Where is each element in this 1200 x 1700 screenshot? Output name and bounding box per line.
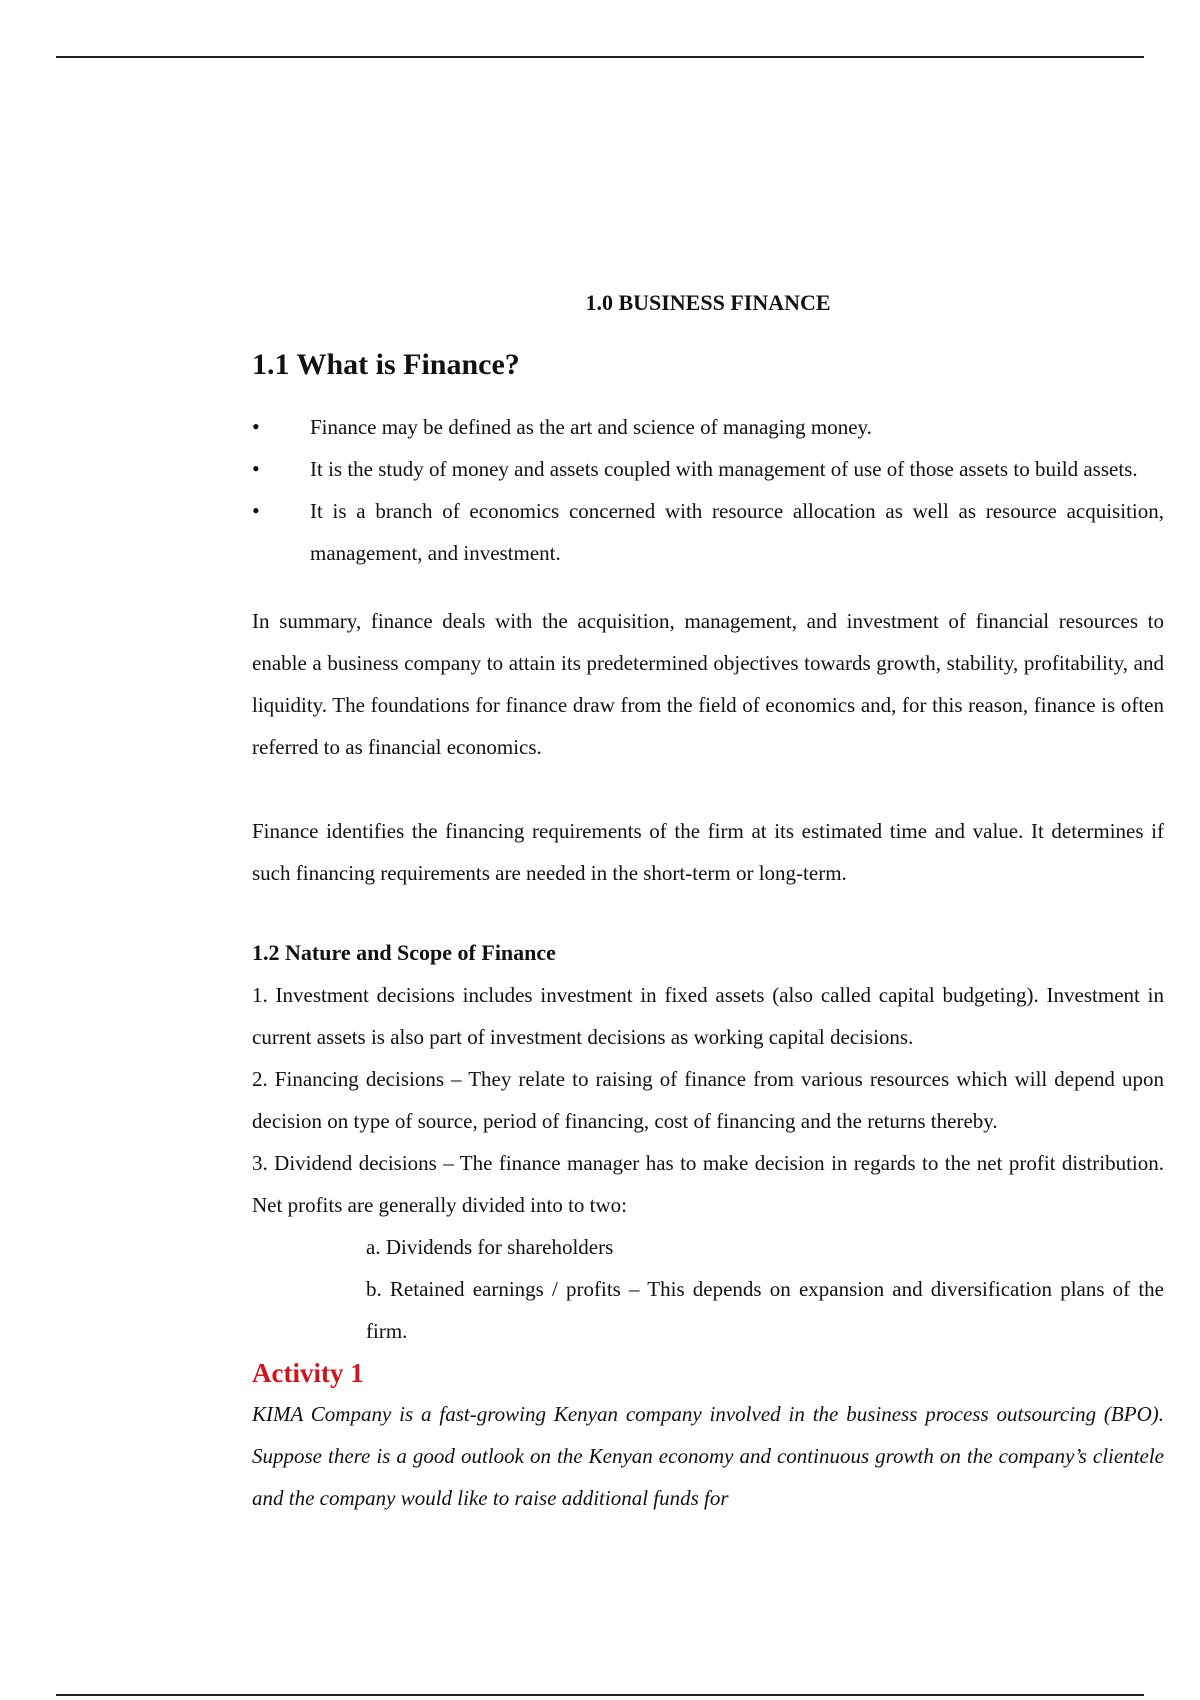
investment-decisions-paragraph: 1. Investment decisions includes investment in fixed assets (also called capital budgeting). Investment in current assets is also part of investment decisions as working capital decisions. — [252, 983, 1164, 1049]
section-heading-nature-scope: 1.2 Nature and Scope of Finance — [252, 940, 556, 965]
dividend-decisions-paragraph: 3. Dividend decisions – The finance manager has to make decision in regards to the net profit distribution. Net profits are generally divided into to two: — [252, 1151, 1164, 1217]
sub-item-dividends: a. Dividends for shareholders — [366, 1235, 614, 1259]
financing-decisions-paragraph: 2. Financing decisions – They relate to raising of finance from various resources which will depend upon decision on type of source, period of financing, cost of financing and the returns thereby. — [252, 1067, 1164, 1133]
list-item: • It is the study of money and assets coupled with management of use of those assets to build assets. — [252, 448, 1164, 490]
list-item: • Finance may be defined as the art and science of managing money. — [252, 406, 1164, 448]
section-heading-what-is-finance: 1.1 What is Finance? — [252, 348, 520, 381]
list-item: • It is a branch of economics concerned with resource allocation as well as resource acquisition, management, and investment. — [252, 490, 1164, 574]
document-title: 1.0 BUSINESS FINANCE — [585, 290, 831, 315]
financing-requirements-paragraph: Finance identifies the financing requirements of the firm at its estimated time and value. It determines if such financing requirements are needed in the short-term or long-term. — [252, 819, 1164, 885]
activity-heading: Activity 1 — [252, 1358, 364, 1388]
header-rule — [56, 56, 1144, 58]
footer-rule — [56, 1694, 1144, 1696]
sub-item-retained-earnings: b. Retained earnings / profits – This depends on expansion and diversification plans of the firm. — [366, 1277, 1164, 1343]
document-body — [252, 290, 1164, 1519]
activity-paragraph: KIMA Company is a fast-growing Kenyan company involved in the business process outsourcing (BPO). Suppose there is a good outlook on the Kenyan economy and continuous growth on the company’s clientele and the company would like to raise additional funds for — [252, 1402, 1164, 1510]
summary-paragraph: In summary, finance deals with the acquisition, management, and investment of financial resources to enable a business company to attain its predetermined objectives towards growth, stability, profitability, and liquidity. The foundations for finance draw from the field of economics and, for this reason, finance is often referred to as financial economics. — [252, 609, 1164, 759]
definition-list — [252, 406, 1164, 574]
